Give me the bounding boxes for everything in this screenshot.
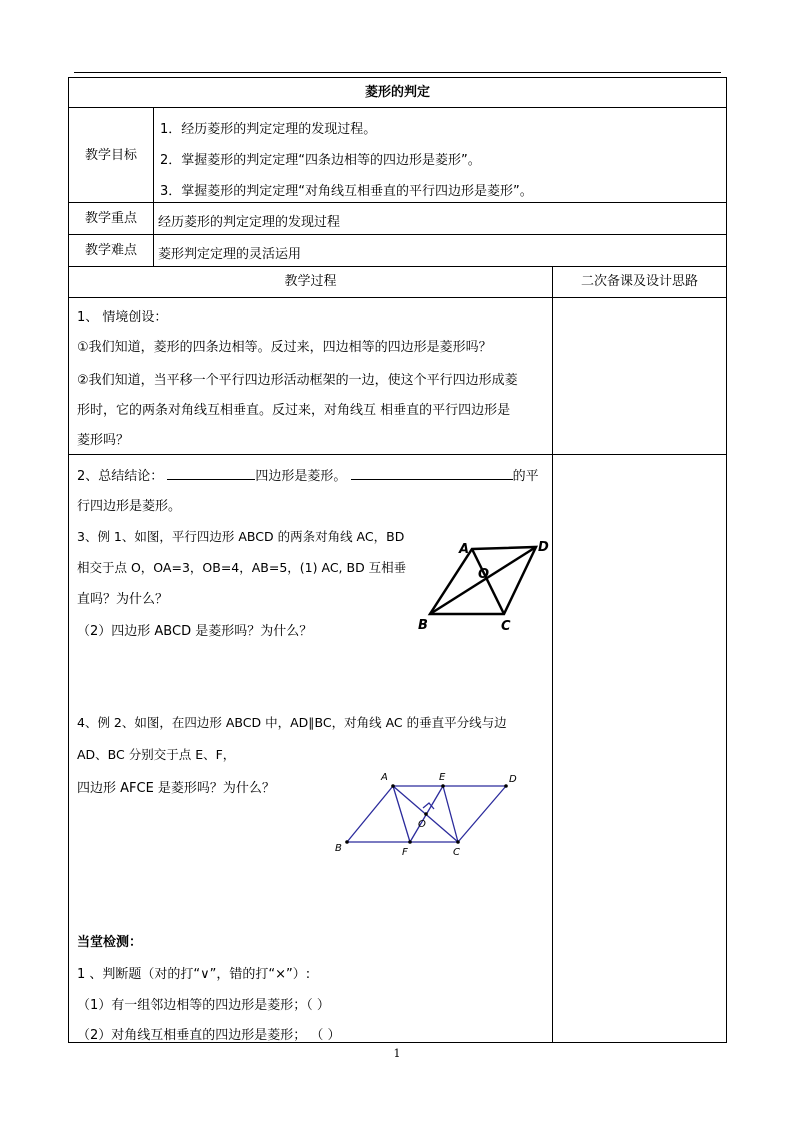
point-b <box>345 840 349 844</box>
difficulty-label-cell <box>68 234 154 267</box>
section1-question1: ①我们知道，菱形的四条边相等。反过来，四边相等的四边形是菱形吗？ <box>77 340 492 355</box>
fig1-label-o: O <box>478 567 490 582</box>
example2-line2: AD、BC 分别交于点 E、F， <box>77 747 236 762</box>
difficulty-content-cell <box>153 234 727 267</box>
conclusion-prefix: 2、总结结论： <box>77 469 164 484</box>
process-header: 教学过程 <box>284 274 337 289</box>
segment-ec <box>443 786 458 842</box>
section1-question2-line2: 形时，它的两条对角线互相垂直。反过来，对角线互 相垂直的平行四边形是 <box>77 403 511 418</box>
goal-item-2: 2．掌握菱形的判定定理“四条边相等的四边形是菱形”。 <box>160 153 481 168</box>
judge-instructions: 1 、判断题（对的打“∨”，错的打“×”）: <box>77 967 311 982</box>
point-d <box>504 784 508 788</box>
parallelogram-figure-1 <box>414 535 554 635</box>
section1-cell <box>68 297 553 455</box>
example1-line3: 直吗？为什么？ <box>77 592 169 607</box>
fig1-label-b: B <box>418 618 428 633</box>
header-rule <box>74 72 721 73</box>
fig2-label-d: D <box>509 774 517 785</box>
notes-header: 二次备课及设计思路 <box>580 274 698 289</box>
fig2-label-o: O <box>418 819 426 830</box>
example2-line1: 4、例 2、如图，在四边形 ABCD 中，AD∥BC，对角线 AC 的垂直平分线与边 <box>77 715 507 730</box>
judge-item-1: （1）有一组邻边相等的四边形是菱形；（ ） <box>77 998 330 1013</box>
goals-label-cell <box>68 107 154 203</box>
point-f <box>408 840 412 844</box>
conclusion-blank-2[interactable] <box>351 467 513 480</box>
section2-cell <box>68 454 553 1043</box>
example1-line2: 相交于点 O，OA=3，OB=4，AB=5，(1) AC, BD 互相垂 <box>77 560 407 575</box>
example1-question2: （2）四边形 ABCD 是菱形吗？为什么？ <box>77 624 313 639</box>
quadrilateral-figure-2 <box>331 767 521 859</box>
goal-item-3: 3．掌握菱形的判定定理“对角线互相垂直的平行四边形是菱形”。 <box>160 184 533 199</box>
point-e <box>441 784 445 788</box>
check-heading: 当堂检测： <box>77 935 143 950</box>
conclusion-blank-1[interactable] <box>167 467 255 480</box>
point-a <box>391 784 395 788</box>
goal-item-1: 1．经历菱形的判定定理的发现过程。 <box>160 122 377 137</box>
side-dc <box>458 786 506 842</box>
example1-line1: 3、例 1、如图，平行四边形 ABCD 的两条对角线 AC，BD <box>77 529 405 544</box>
point-c <box>456 840 460 844</box>
key-content-cell <box>153 202 727 235</box>
side-ab <box>347 786 393 842</box>
conclusion-suffix: 的平 <box>512 469 539 484</box>
key-label: 教学重点 <box>84 211 137 226</box>
example2-line3: 四边形 AFCE 是菱形吗？为什么？ <box>77 781 275 796</box>
fig1-label-a: A <box>459 542 470 557</box>
difficulty-text: 菱形判定定理的灵活运用 <box>158 247 302 262</box>
segment-af <box>393 786 410 842</box>
fig2-label-a: A <box>381 772 388 783</box>
notes-header-cell <box>552 266 727 298</box>
goals-content-cell <box>153 107 727 203</box>
section2-notes-cell <box>552 454 727 1043</box>
point-o <box>424 812 428 816</box>
fig2-label-f: F <box>402 847 408 858</box>
fig1-label-d: D <box>538 540 549 555</box>
document-title: 菱形的判定 <box>68 77 727 108</box>
key-text: 经历菱形的判定定理的发现过程 <box>158 215 341 230</box>
section1-question2-line1: ②我们知道，当平移一个平行四边形活动框架的一边，使这个平行四边形成菱 <box>77 373 518 388</box>
process-header-cell <box>68 266 553 298</box>
conclusion-line2: 行四边形是菱形。 <box>77 499 182 514</box>
key-label-cell <box>68 202 154 235</box>
fig2-label-c: C <box>453 847 460 858</box>
goals-label: 教学目标 <box>84 148 137 163</box>
fig1-label-c: C <box>501 619 511 634</box>
conclusion-line1 <box>77 465 539 484</box>
section1-question2-line3: 菱形吗？ <box>77 433 130 448</box>
section1-notes-cell <box>552 297 727 455</box>
page-number: 1 <box>393 1047 401 1060</box>
fig2-label-b: B <box>335 843 342 854</box>
section1-heading: 1、 情境创设： <box>77 310 168 325</box>
fig2-label-e: E <box>439 772 446 783</box>
difficulty-label: 教学难点 <box>84 243 137 258</box>
conclusion-mid: 四边形是菱形。 <box>255 469 347 484</box>
judge-item-2: （2）对角线互相垂直的四边形是菱形； （ ） <box>77 1028 341 1043</box>
